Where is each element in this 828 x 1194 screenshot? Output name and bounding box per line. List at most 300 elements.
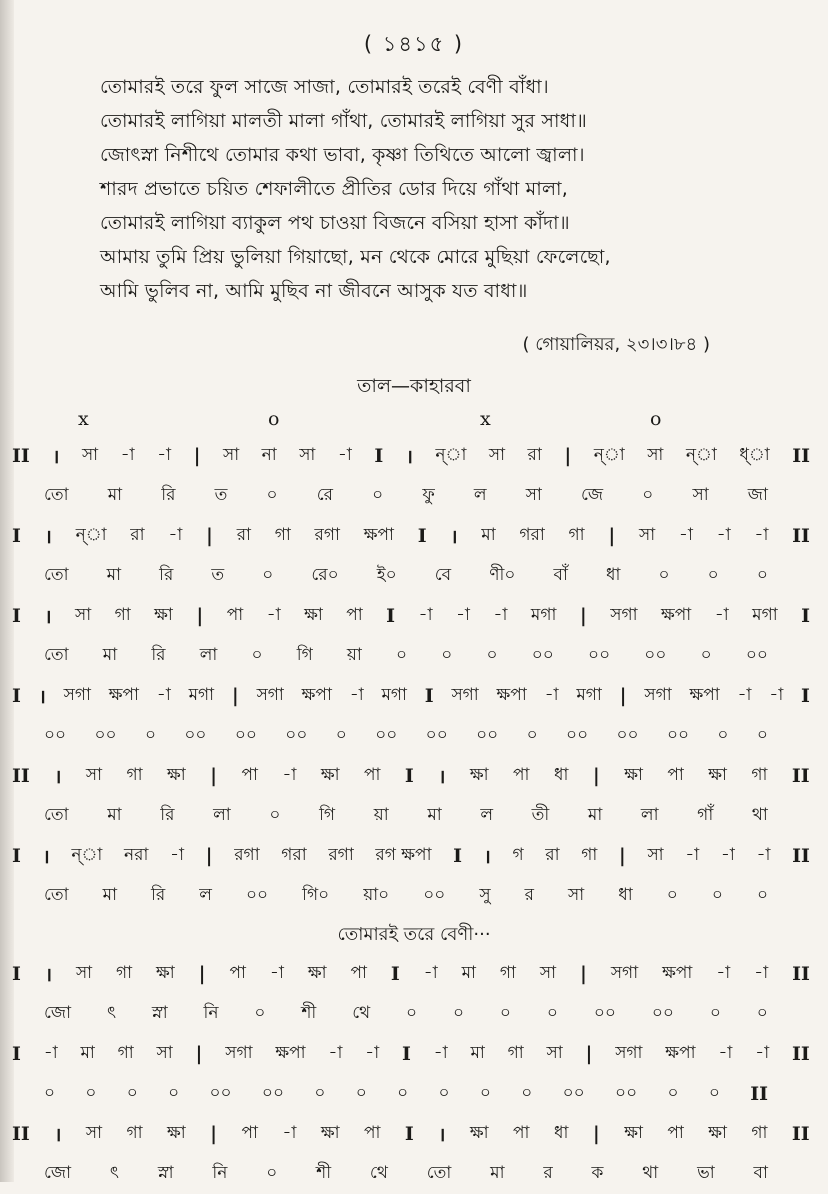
bar-line: II <box>791 1123 810 1145</box>
swara-note: ক্ষা <box>469 1123 489 1143</box>
swara-note: রা <box>527 445 542 465</box>
swara-note: -া <box>157 445 172 465</box>
swara-note: গরা <box>519 525 545 545</box>
lyric-syllable: ০ <box>438 1083 450 1103</box>
lyric-syllable: ০০ <box>44 725 67 745</box>
swara-note: ক্ষা <box>166 1123 186 1143</box>
lyric-syllable: ০০ <box>615 1083 638 1103</box>
lyric-syllable: ধা <box>605 565 621 585</box>
bar-line: | <box>608 525 616 547</box>
lyric-syllable: মা <box>587 805 603 825</box>
swara-note: গা <box>116 963 133 983</box>
lyric-syllable: ০ <box>756 725 768 745</box>
swara-note: -া <box>493 605 508 625</box>
swara-note: মা <box>470 1043 485 1063</box>
swara-note: -া <box>714 605 729 625</box>
bar-line: | <box>210 1123 218 1145</box>
swara-note: -া <box>418 605 433 625</box>
bar-line: | <box>205 845 213 867</box>
swara-note: -া <box>737 685 752 705</box>
lyric-syllable: য়া <box>346 645 362 665</box>
bar-line: । <box>42 846 50 868</box>
swara-note: সগা <box>256 685 284 705</box>
lyric-syllable: ০০ <box>651 1003 674 1023</box>
lyric-syllable: ফু <box>422 485 435 505</box>
swara-note: -া <box>282 1123 297 1143</box>
swara-row <box>0 436 828 476</box>
lyric-syllable: মা <box>102 645 118 665</box>
bar-line: | <box>579 605 587 627</box>
swara-note: ক্ষা <box>469 765 489 785</box>
lyric-syllable: ০ <box>266 1163 278 1183</box>
lyric-syllable: থা <box>642 1163 659 1183</box>
lyric-syllable: র <box>543 1163 553 1183</box>
swara-note: গরা <box>281 845 307 865</box>
swara-note: পা <box>363 1123 381 1143</box>
lyric-syllable: তো <box>44 565 69 585</box>
lyric-syllable: গি <box>296 645 313 665</box>
swara-note: পা <box>229 963 246 983</box>
lyric-syllable: ০০ <box>562 1083 585 1103</box>
lyric-syllable: ০০ <box>745 645 768 665</box>
lyric-syllable: ০ <box>168 1083 180 1103</box>
lyric-syllable: ০ <box>314 1083 326 1103</box>
swara-note: ক্ষা <box>166 765 186 785</box>
lyric-syllable: ল <box>473 485 487 505</box>
swara-note: ক্ষপা <box>301 685 332 705</box>
beat-markers <box>0 408 828 432</box>
lyric-syllable: ০ <box>499 1003 511 1023</box>
swara-note: -া <box>685 845 700 865</box>
taal-heading: তাল—কাহারবা <box>357 375 471 397</box>
lyric-syllable: মা <box>490 1163 505 1183</box>
swara-note: মগা <box>752 605 778 625</box>
lyric-syllable: রি <box>151 645 166 665</box>
swara-note: -া <box>266 605 281 625</box>
bar-line: । <box>38 686 46 708</box>
bar-line: । <box>44 526 52 548</box>
swara-note: ক্ষা <box>156 963 175 983</box>
bar-line: II <box>12 1123 30 1145</box>
lyric-syllable: ০ <box>667 1083 679 1103</box>
lyric-syllable: ণী০ <box>489 565 516 585</box>
lyric-syllable: স্না <box>151 1003 168 1023</box>
swara-note: ক্ষপা <box>662 963 693 983</box>
swara-note: ক্ষা <box>708 765 727 785</box>
bar-line: । <box>54 1124 62 1146</box>
lyric-syllable: ত <box>211 565 225 585</box>
bar-line: | <box>231 685 239 707</box>
bar-line: । <box>44 964 53 986</box>
lyric-syllable: ই০ <box>376 565 397 585</box>
lyric-syllable: ০ <box>355 1083 367 1103</box>
lyric-syllable: বে <box>434 565 452 585</box>
beat-marker: x <box>78 408 89 430</box>
swara-note: সগা <box>63 685 91 705</box>
lyric-row <box>0 716 828 756</box>
lyric-syllable: র <box>524 885 535 905</box>
lyric-syllable: ০ <box>396 645 408 665</box>
swara-note: গা <box>751 765 768 785</box>
lyric-syllable: রে <box>316 485 333 505</box>
lyric-row <box>0 556 828 596</box>
lyric-syllable: ০ <box>546 1003 558 1023</box>
lyric-syllable: ৎ <box>106 1003 117 1023</box>
swara-note: ক্ষা <box>154 605 173 625</box>
lyric-syllable: ক <box>591 1163 604 1183</box>
poem-line: তোমারই লাগিয়া ব্যাকুল পথ চাওয়া বিজনে বসিয়া হাসা কাঁদা॥ <box>100 212 570 234</box>
bar-line: । <box>52 446 60 468</box>
lyric-syllable: ০ <box>708 1083 720 1103</box>
bar-line: II <box>791 765 810 787</box>
swara-note: পা <box>513 1123 530 1143</box>
lyric-syllable: ০ <box>521 1083 533 1103</box>
lyric-syllable: তো <box>44 645 69 665</box>
swara-note: সা <box>75 963 93 983</box>
bar-line: । <box>54 766 62 788</box>
poem-line: আমায় তুমি প্রিয় ভুলিয়া গিয়াছো, মন থেকে মোরে মুছিয়া ফেলেছো, <box>100 246 611 268</box>
swara-note: ক্ষা <box>307 963 327 983</box>
lyric-syllable: ০ <box>266 485 278 505</box>
swara-note: সগা <box>644 685 672 705</box>
swara-note: সগা <box>610 963 639 983</box>
lyric-syllable: ০০ <box>285 725 308 745</box>
swara-note: ক্ষপা <box>363 525 394 545</box>
bar-line: I <box>12 685 21 707</box>
lyric-syllable: ০০ <box>593 1003 616 1023</box>
swara-note: গ <box>512 845 524 865</box>
swara-note: পা <box>241 1123 258 1143</box>
lyric-syllable: মা <box>102 885 117 905</box>
lyric-syllable: তো <box>44 885 69 905</box>
lyric-syllable: গি <box>319 805 336 825</box>
lyric-syllable: ০ <box>335 725 347 745</box>
lyric-syllable: ০০ <box>476 725 499 745</box>
swara-note: ন্‌া <box>593 445 625 465</box>
swara-note: গা <box>126 765 143 785</box>
swara-note: -া <box>716 525 731 545</box>
swara-note: পা <box>241 765 258 785</box>
lyric-syllable: ০ <box>700 645 712 665</box>
lyric-row <box>0 994 828 1034</box>
lyric-syllable: ০০ <box>375 725 398 745</box>
swara-note: গা <box>581 845 598 865</box>
lyric-row <box>0 636 828 676</box>
bar-line: II <box>12 765 30 787</box>
beat-marker: x <box>480 408 491 430</box>
lyric-syllable: ০ <box>441 645 453 665</box>
swara-note: -া <box>754 963 769 983</box>
swara-note: -া <box>769 685 784 705</box>
bar-line: | <box>592 765 600 787</box>
swara-row <box>0 756 828 796</box>
lyric-syllable: স্না <box>157 1163 174 1183</box>
swara-note: গা <box>114 605 131 625</box>
bar-line: । <box>438 1124 446 1146</box>
lyric-syllable: ০০ <box>423 885 446 905</box>
swara-note: -া <box>716 963 731 983</box>
swara-note: রগা <box>234 845 260 865</box>
lyric-syllable: রি <box>159 565 174 585</box>
lyric-syllable: গি০ <box>302 885 330 905</box>
swara-note: পা <box>226 605 244 625</box>
lyric-syllable: ০০ <box>644 645 667 665</box>
swara-note: -া <box>120 445 135 465</box>
bar-line: I <box>386 605 396 627</box>
bar-line: I <box>12 963 21 985</box>
swara-note: গা <box>507 1043 524 1063</box>
lyric-syllable: ০০ <box>184 725 207 745</box>
bar-line: | <box>585 1043 593 1065</box>
lyric-syllable: ধা <box>618 885 633 905</box>
lyric-syllable: ০০ <box>566 725 589 745</box>
swara-note: পা <box>513 765 530 785</box>
swara-note: সা <box>81 445 99 465</box>
swara-note: -া <box>756 845 771 865</box>
swara-note: ক্ষপা <box>665 1043 696 1063</box>
bar-line: | <box>619 685 627 707</box>
swara-note: ধা <box>553 1123 569 1143</box>
swara-note: রগা <box>314 525 340 545</box>
swara-note: মা <box>80 1043 95 1063</box>
beat-marker: o <box>650 408 662 430</box>
lyric-row <box>0 476 828 516</box>
lyric-syllable: লা <box>213 805 231 825</box>
poem-line: আমি ভুলিব না, আমি মুছিব না জীবনে আসুক যত বাধা॥ <box>100 280 528 302</box>
lyric-syllable: ল <box>480 805 493 825</box>
swara-row <box>0 676 828 716</box>
page-number: ( ১৪১৫ ) <box>363 32 465 56</box>
poem-lyrics <box>100 70 800 308</box>
lyric-syllable: জে <box>581 485 604 505</box>
bar-line: | <box>210 765 218 787</box>
lyric-syllable: ০ <box>717 725 729 745</box>
lyric-syllable: ত <box>214 485 228 505</box>
swara-note: সা <box>546 1043 563 1063</box>
swara-note: সা <box>647 845 664 865</box>
bar-line: | <box>193 445 201 467</box>
swara-note: সগা <box>451 685 479 705</box>
lyric-syllable: ০ <box>486 645 498 665</box>
lyric-syllable: মা <box>107 805 122 825</box>
lyric-syllable: ০ <box>406 1003 418 1023</box>
lyric-syllable: জা <box>747 485 768 505</box>
swara-note: পা <box>363 765 381 785</box>
bar-line: I <box>12 525 21 547</box>
swara-note: সা <box>85 1123 103 1143</box>
bar-line: I <box>424 685 434 707</box>
swara-note: ক্ষা <box>320 1123 340 1143</box>
lyric-syllable: তো <box>44 485 69 505</box>
swara-note: ক্ষা <box>304 605 323 625</box>
bar-line: । <box>44 606 52 628</box>
bar-line: I <box>390 963 400 985</box>
swara-note: -া <box>423 963 438 983</box>
lyric-syllable: ০ <box>144 725 156 745</box>
bar-line: | <box>198 963 206 985</box>
lyric-syllable: রে০ <box>311 565 339 585</box>
lyric-syllable: ০০ <box>234 725 257 745</box>
swara-note: পা <box>350 963 367 983</box>
bar-line: । <box>450 526 458 548</box>
swara-note: পা <box>346 605 363 625</box>
lyric-syllable: রি <box>160 805 175 825</box>
bar-line: I <box>404 1123 414 1145</box>
lyric-syllable: ০০ <box>425 725 448 745</box>
lyric-syllable: তী <box>531 805 550 825</box>
swara-note: রগ ক্ষপা <box>375 845 432 865</box>
lyric-syllable: য়া০ <box>363 885 390 905</box>
lyric-syllable: থে <box>369 1163 388 1183</box>
bar-line: | <box>196 605 204 627</box>
swara-note: মা <box>461 963 476 983</box>
swara-note: -া <box>365 1043 380 1063</box>
swara-note: ন্‌া <box>685 445 717 465</box>
swara-note: সা <box>75 605 92 625</box>
lyric-syllable: লা <box>640 805 659 825</box>
lyric-syllable: ০ <box>658 565 670 585</box>
swara-note: রা <box>236 525 251 545</box>
lyric-syllable: রি <box>151 885 166 905</box>
bar-line: II <box>792 445 810 467</box>
swara-note: -া <box>720 845 735 865</box>
swara-note: সা <box>156 1043 173 1063</box>
swara-note: -া <box>43 1043 58 1063</box>
lyric-syllable: ০ <box>44 1083 56 1103</box>
swara-note: মগা <box>188 685 215 705</box>
poem-line: জোৎস্না নিশীথে তোমার কথা ভাবা, কৃষ্ণা তিথিতে আলো জ্বালা। <box>100 144 585 166</box>
bar-line: I <box>12 1043 21 1065</box>
lyric-syllable: সু <box>479 885 491 905</box>
swara-row <box>0 1034 828 1074</box>
lyric-syllable: ০ <box>707 565 719 585</box>
bar-line: II <box>792 963 810 985</box>
poem-line: তোমারই লাগিয়া মালতী মালা গাঁথা, তোমারই লাগিয়া সুর সাধা॥ <box>100 110 587 132</box>
lyric-syllable: থে <box>352 1003 371 1023</box>
lyric-syllable: ৎ <box>109 1163 119 1183</box>
lyric-syllable: ০ <box>397 1083 409 1103</box>
swara-note: ধা <box>553 765 569 785</box>
lyric-syllable: সা <box>692 485 709 505</box>
lyric-syllable: গাঁ <box>697 805 714 825</box>
bar-line: I <box>401 1043 411 1065</box>
bar-line: | <box>206 525 213 547</box>
bar-line: II <box>791 1043 810 1065</box>
lyric-syllable: ০ <box>372 485 384 505</box>
swara-note: সা <box>85 765 103 785</box>
swara-note: -া <box>433 1043 448 1063</box>
lyric-syllable: ০০ <box>261 1083 285 1103</box>
lyric-syllable: ভা <box>697 1163 715 1183</box>
swara-note: রা <box>130 525 145 545</box>
lyric-syllable: ০ <box>756 565 768 585</box>
lyric-syllable: রি <box>161 485 176 505</box>
lyric-row <box>0 796 828 836</box>
swara-note: সা <box>639 525 656 545</box>
lyric-syllable: ০০ <box>666 725 690 745</box>
swara-note: ক্ষপা <box>108 685 139 705</box>
bar-line: I <box>374 445 384 467</box>
lyric-syllable: ০০ <box>209 1083 232 1103</box>
lyric-syllable: বাঁ <box>553 565 568 585</box>
bar-line: I <box>12 845 21 867</box>
swara-note: সা <box>299 445 316 465</box>
lyric-syllable: সা <box>525 485 542 505</box>
swara-note: -া <box>455 605 470 625</box>
bar-line: I <box>12 605 21 627</box>
lyric-syllable: ০ <box>251 645 263 665</box>
swara-note: -া <box>156 685 171 705</box>
lyric-syllable: ল <box>199 885 212 905</box>
swara-note: -া <box>755 1043 770 1063</box>
lyric-syllable: লা <box>199 645 218 665</box>
bar-line: I <box>453 845 463 867</box>
lyric-syllable: জো <box>44 1003 72 1023</box>
swara-note: সা <box>539 963 557 983</box>
bar-line: I <box>404 765 414 787</box>
lyric-syllable: নি <box>212 1163 228 1183</box>
swara-note: পা <box>667 1123 684 1143</box>
swara-note: ক্ষা <box>624 1123 643 1143</box>
lyric-syllable: তো <box>426 1163 452 1183</box>
lyric-syllable: জো <box>44 1163 72 1183</box>
lyric-syllable: নি <box>203 1003 219 1023</box>
bar-line: । <box>405 446 413 468</box>
swara-note: ন্‌া <box>435 445 467 465</box>
swara-note: ক্ষপা <box>496 685 527 705</box>
swara-note: ক্ষপা <box>660 605 692 625</box>
lyric-syllable: ০ <box>126 1083 138 1103</box>
swara-note: গা <box>568 525 585 545</box>
lyric-syllable: ০ <box>526 725 538 745</box>
lyric-syllable: থা <box>751 805 768 825</box>
lyric-syllable: ০ <box>479 1083 491 1103</box>
swara-note: সা <box>222 445 240 465</box>
lyric-syllable: মা <box>106 565 122 585</box>
swara-note: মগা <box>381 685 407 705</box>
lyric-syllable: ০০ <box>588 645 611 665</box>
lyric-syllable: শী <box>301 1003 317 1023</box>
swara-note: -া <box>337 445 352 465</box>
swara-note: পা <box>667 765 684 785</box>
lyric-syllable: ০০ <box>616 725 639 745</box>
swara-note: সগা <box>610 605 638 625</box>
bar-line: । <box>438 766 446 788</box>
beat-marker: o <box>268 408 280 430</box>
lyric-syllable: ০ <box>452 1003 465 1023</box>
bar-line: I <box>417 525 427 547</box>
lyric-syllable: বা <box>753 1163 768 1183</box>
lyric-syllable: ০০ <box>245 885 269 905</box>
swara-row <box>0 954 828 994</box>
lyric-syllable: ০ <box>666 885 678 905</box>
lyric-syllable: ০ <box>642 485 654 505</box>
swara-row <box>0 596 828 636</box>
lyric-syllable: মা <box>107 485 123 505</box>
swara-note: ক্ষা <box>708 1123 727 1143</box>
lyric-syllable: ০০ <box>94 725 117 745</box>
swara-note: গা <box>274 525 291 545</box>
bar-line: II <box>12 445 30 467</box>
swara-note: সা <box>647 445 664 465</box>
swara-note: -া <box>349 685 364 705</box>
lyric-syllable: ০ <box>756 885 768 905</box>
swara-note: মগা <box>530 605 557 625</box>
swara-note: না <box>261 445 277 465</box>
bar-line: I <box>801 685 810 707</box>
bar-line: II <box>750 1083 768 1105</box>
swara-note: ক্ষা <box>624 765 643 785</box>
